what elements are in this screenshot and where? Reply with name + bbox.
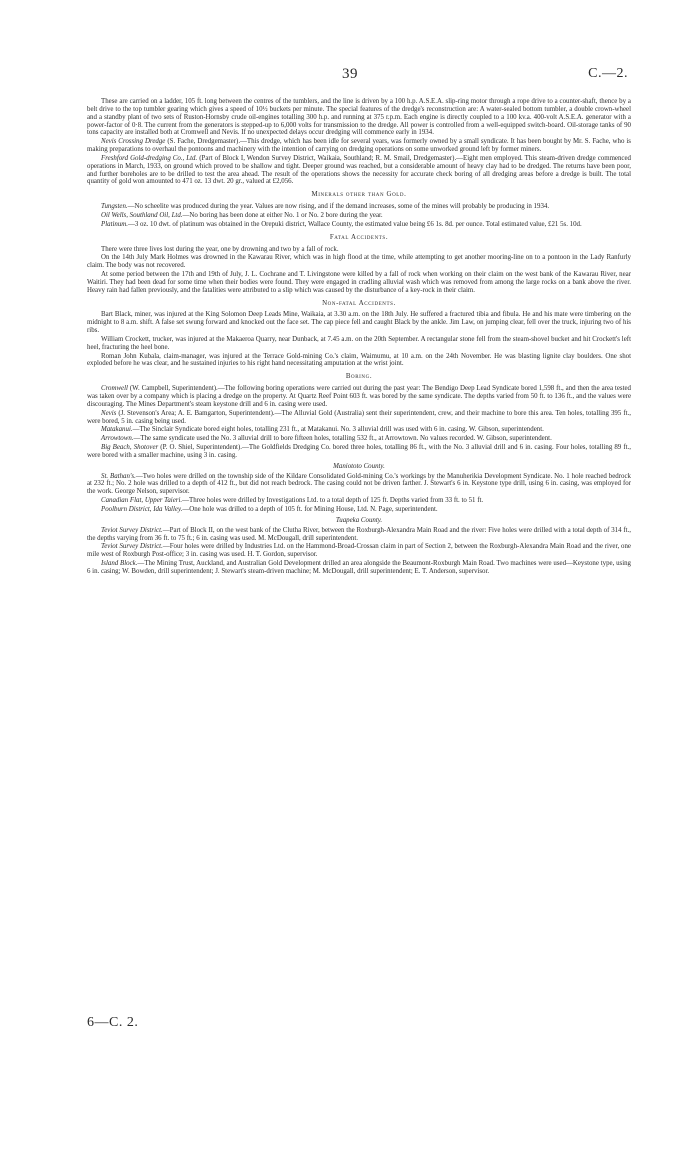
heading-tuapeka-county: Tuapeka County.	[335, 516, 383, 524]
paragraph	[87, 426, 631, 434]
paragraph-lead: Nevis Crossing Dredge	[101, 138, 166, 146]
paragraph-lead: Poolburn District, Ida Valley.	[101, 505, 183, 513]
paragraph	[87, 353, 631, 369]
paragraph-text: (P. O. Shiel, Superintendent).—The Goldfields Dredging Co. bored three holes, totalling 86 ft., with the No. 3 alluvial drill and 6 in. casing. Four holes, totalling 89 ft., were bored with a smaller machine, using 3 in. casing.	[87, 444, 631, 459]
paragraph	[87, 435, 631, 443]
paragraph	[87, 410, 631, 426]
paragraph-text: (S. Fache, Dredgemaster).—This dredge, which has been idle for several years, was formerly owned by a small syndicate. It has been bought by Mr. S. Fache, who is making preparations to overhaul the pontoons and machinery with the intention of carrying on dredging operations on some unworked ground left by former miners.	[87, 138, 631, 154]
paragraph-lead: Platinum.	[101, 220, 128, 228]
paragraph	[87, 527, 631, 543]
heading-fatal-accidents: Fatal Accidents.	[329, 233, 389, 241]
paragraph	[87, 246, 631, 254]
signature-mark: 6—C. 2.	[87, 1015, 139, 1030]
paragraph-text: —Four holes were drilled by Industries Ltd. on the Hammond-Broad-Crossan claim in part of Section 2, between the Roxburgh-Alexandra Main Road and the river, one mile west of Roxburgh Post-office; 3 in. casing was used. H. T. Gordon, supervisor.	[87, 543, 631, 559]
fatal-accidents-paragraphs	[87, 246, 631, 295]
paragraph	[87, 311, 631, 335]
paragraph	[87, 98, 631, 137]
paragraph-lead: Freshford Gold-dredging Co., Ltd.	[101, 154, 198, 162]
paragraph-text: —No boring has been done at either No. 1 or No. 2 bore during the year.	[182, 211, 383, 219]
heading-boring: Boring.	[345, 373, 373, 381]
maniototo-paragraphs	[87, 473, 631, 514]
minerals-paragraphs	[87, 203, 631, 229]
paragraph-text: —The Sinclair Syndicate bored eight holes, totalling 231 ft., at Matakanui. No. 3 alluvial drill was used with 6 in. casing. W. Gibson, superintendent.	[132, 426, 544, 434]
paragraph-text: (J. Stevenson's Area; A. E. Bamgarton, Superintendent).—The Alluvial Gold (Australia) sent their superintendent, crew, and their machine to bore this area. Ten holes, totalling 395 ft., were bored, 5 in. casing being used.	[87, 409, 631, 425]
paragraph-lead: Canadian Flat, Upper Taieri.	[101, 497, 183, 505]
paragraph-text: —One hole was drilled to a depth of 105 ft. for Mining House, Ltd. N. Page, superintendent.	[182, 505, 438, 513]
paragraph-text: —Part of Block II, on the west bank of the Clutha River, between the Roxburgh-Alexandra Main Road and the river: Five holes were drilled with a total depth of 314 ft., the depths varying from 36 ft. to 75 ft.; 6 in. casing was used. M. McDougall, drill superintendent.	[87, 526, 632, 542]
paragraph	[87, 560, 631, 576]
paragraph	[87, 543, 631, 559]
paragraph	[87, 254, 631, 270]
paragraph-text: These are carried on a ladder, 105 ft. long between the centres of the tumblers, and the line is driven by a 100 h.p. A.S.E.A. slip-ring motor through a rope drive to a counter-shaft, thence by a belt drive to the top tumbler gearing which gives a speed of 10½ buckets per minute. The special features of the dredge's reconstruction are: A water-sealed bottom tumbler, a double crown-wheel and a standby plant of two sets of Ruston-Hornsby crude oil-engines totalling 300 h.p. and running at 375 r.p.m. Each engine is directly coupled to a 100 kv.a. 400-volt A.S.E.A. generator with a power-factor of 0·8. The current from the generators is stepped-up to 6,000 volts for transmission to the dredge. All power is controlled from a well-equipped switch-board. Oil-storage tanks of 90 tons capacity are installed both at Cromwell and Nevis. If no unexpected delays occur dredging will commence early in 1934.	[87, 98, 631, 137]
tuapeka-paragraphs	[87, 527, 631, 576]
paragraph-text: (Part of Block I, Wendon Survey District, Waikaia, Southland; R. M. Smail, Dredgemaster).—Eight men employed. This steam-driven dredge commenced operations in March, 1933, on ground which proved to be shallow and tight. Deeper ground was reached, but a considerable amount of heavy clay had to be dredged. The returns have been poor, and further boreholes are to be drilled to test the area ahead. The result of the operations shows the necessity for accurate check boring of all dredging areas before a dredge is built. The total quantity of gold won amounted to 471 oz. 13 dwt. 20 gr., valued at £2,056.	[87, 154, 631, 186]
paragraph-text: —3 oz. 10 dwt. of platinum was obtained in the Orepuki district, Wallace County, the estimated value being £6 1s. 8d. per ounce. Total estimated value, £21 5s. 10d.	[128, 220, 582, 228]
non-fatal-accidents-paragraphs	[87, 311, 631, 368]
heading-non-fatal-accidents: Non-fatal Accidents.	[322, 299, 396, 307]
paragraph-text: —Two holes were drilled on the township side of the Kildare Consolidated Gold-mining Co.'s workings by the Manuherikia Development Syndicate. No. 1 hole reached bedrock at 232 ft.; No. 2 hole was drilled to a depth of 412 ft., but did not reach bedrock. The casing could not be driven farther. J. Stewart's 6 in. Keystone type drill, using 6 in. casing, was employed for the work. George Nelson, supervisor.	[87, 472, 631, 496]
paragraph	[87, 212, 631, 220]
paragraph	[87, 497, 631, 505]
paragraph	[87, 336, 631, 352]
paragraph	[87, 155, 631, 186]
paragraph-text: —Three holes were drilled by Investigations Ltd. to a total depth of 125 ft. Depths varied from 33 ft. to 51 ft.	[182, 497, 484, 505]
paragraph-lead: Cromwell	[101, 385, 128, 393]
paragraph	[87, 138, 631, 154]
document-body	[87, 98, 631, 577]
intro-paragraphs	[87, 98, 631, 186]
paragraph-text: On the 14th July Mark Holmes was drowned in the Kawarau River, which was in high flood at the time, while attempting to get another mooring-line on to a pontoon in the Lady Ranfurly claim. The body was not recovered.	[87, 254, 631, 270]
paragraph-text: (W. Campbell, Superintendent).—The following boring operations were carried out during the past year: The Bendigo Deep Lead Syndicate bored 1,598 ft., and then the area tested was taken over by a company which is placing a dredge on the property. At Quartz Reef Point 603 ft. was bored by the same syndicate. The depths varied from 50 ft. to 136 ft., and the values were discouraging. The Mines Department's steam keystone drill and 6 in. casing were used.	[87, 385, 631, 408]
paragraph-text: —The Mining Trust, Auckland, and Australian Gold Development drilled an area alongside the Beaumont-Roxburgh Main Road. Two machines were used—Keystone type, using 6 in. casing; W. Bowden, drill superintendent; J. Stewart's steam-driven machine; M. McDougall, drill superintendent; E. T. Anderson, supervisor.	[87, 560, 631, 575]
paragraph-lead: Tungsten.	[101, 203, 128, 211]
paragraph	[87, 203, 631, 211]
paragraph-lead: Nevis	[101, 409, 117, 417]
paragraph-lead: Teviot Survey District.	[101, 526, 163, 534]
paragraph-text: At some period between the 17th and 19th of July, J. L. Cochrane and T. Livingstone were killed by a fall of rock when working on their claim on the west bank of the Kawarau River, near Waitiri. They had been dead for some time when their bodies were found. They were engaged in cradling alluvial wash which was removed from among the large rocks on a bank above the river. Heavy rain had fallen previously, and the fatalities were attributed to a slip which was caused by the disturbance of a key-rock in their claim.	[87, 271, 631, 294]
paragraph-text: There were three lives lost during the year, one by drowning and two by a fall of rock.	[101, 245, 339, 253]
page-number: 39	[342, 66, 358, 82]
heading-minerals: Minerals other than Gold.	[311, 191, 407, 199]
paragraph-lead: Oil Wells, Southland Oil, Ltd.	[101, 211, 183, 219]
paragraph-lead: Teviot Survey District.	[101, 543, 163, 551]
paragraph-text: —No scheelite was produced during the year. Values are now rising, and if the demand increases, some of the mines will probably be producing in 1934.	[127, 203, 550, 211]
paragraph-lead: Arrowtown.	[101, 435, 134, 443]
paragraph	[87, 506, 631, 514]
document-reference: C.—2.	[588, 66, 628, 81]
paragraph-lead: Big Beach, Shotover	[101, 444, 159, 452]
paragraph	[87, 271, 631, 295]
paragraph-lead: Matakanui.	[101, 426, 133, 434]
heading-maniototo-county: Maniototo County.	[333, 462, 385, 470]
boring-paragraphs	[87, 385, 631, 460]
paragraph	[87, 444, 631, 460]
paragraph	[87, 221, 631, 229]
paragraph-lead: St. Bathan's.	[101, 472, 136, 480]
paragraph	[87, 385, 631, 409]
paragraph-text: Roman John Kubala, claim-manager, was injured at the Terrace Gold-mining Co.'s claim, Waimumu, at 10 a.m. on the 24th November. He was blasting lignite clay boulders. One shot exploded before he was clear, and he sustained injuries to his right hand necessitating amputation at the wrist joint.	[87, 352, 631, 368]
paragraph-text: Bart Black, miner, was injured at the King Solomon Deep Leads Mine, Waikaia, at 3.30 a.m. on the 18th July. He suffered a fractured tibia and fibula. He and his mate were timbering on the midnight to 8 a.m. shift. A false set swung forward and knocked out the face set. The cap piece fell and caught Black by the ankle. Jim Law, on jumping clear, fell over the truck, injuring two of his ribs.	[87, 311, 631, 335]
paragraph-text: —The same syndicate used the No. 3 alluvial drill to bore fifteen holes, totalling 532 ft., at Arrowtown. No values recorded. W. Gibson, superintendent.	[133, 435, 552, 443]
paragraph-text: William Crockett, trucker, was injured at the Makaeroa Quarry, near Dunback, at 7.45 a.m. on the 20th September. A rectangular stone fell from the steam-shovel bucket and hit Crockett's left heel, fracturing the heel bone.	[87, 335, 631, 351]
paragraph	[87, 473, 631, 497]
paragraph-lead: Island Block.	[101, 560, 138, 568]
